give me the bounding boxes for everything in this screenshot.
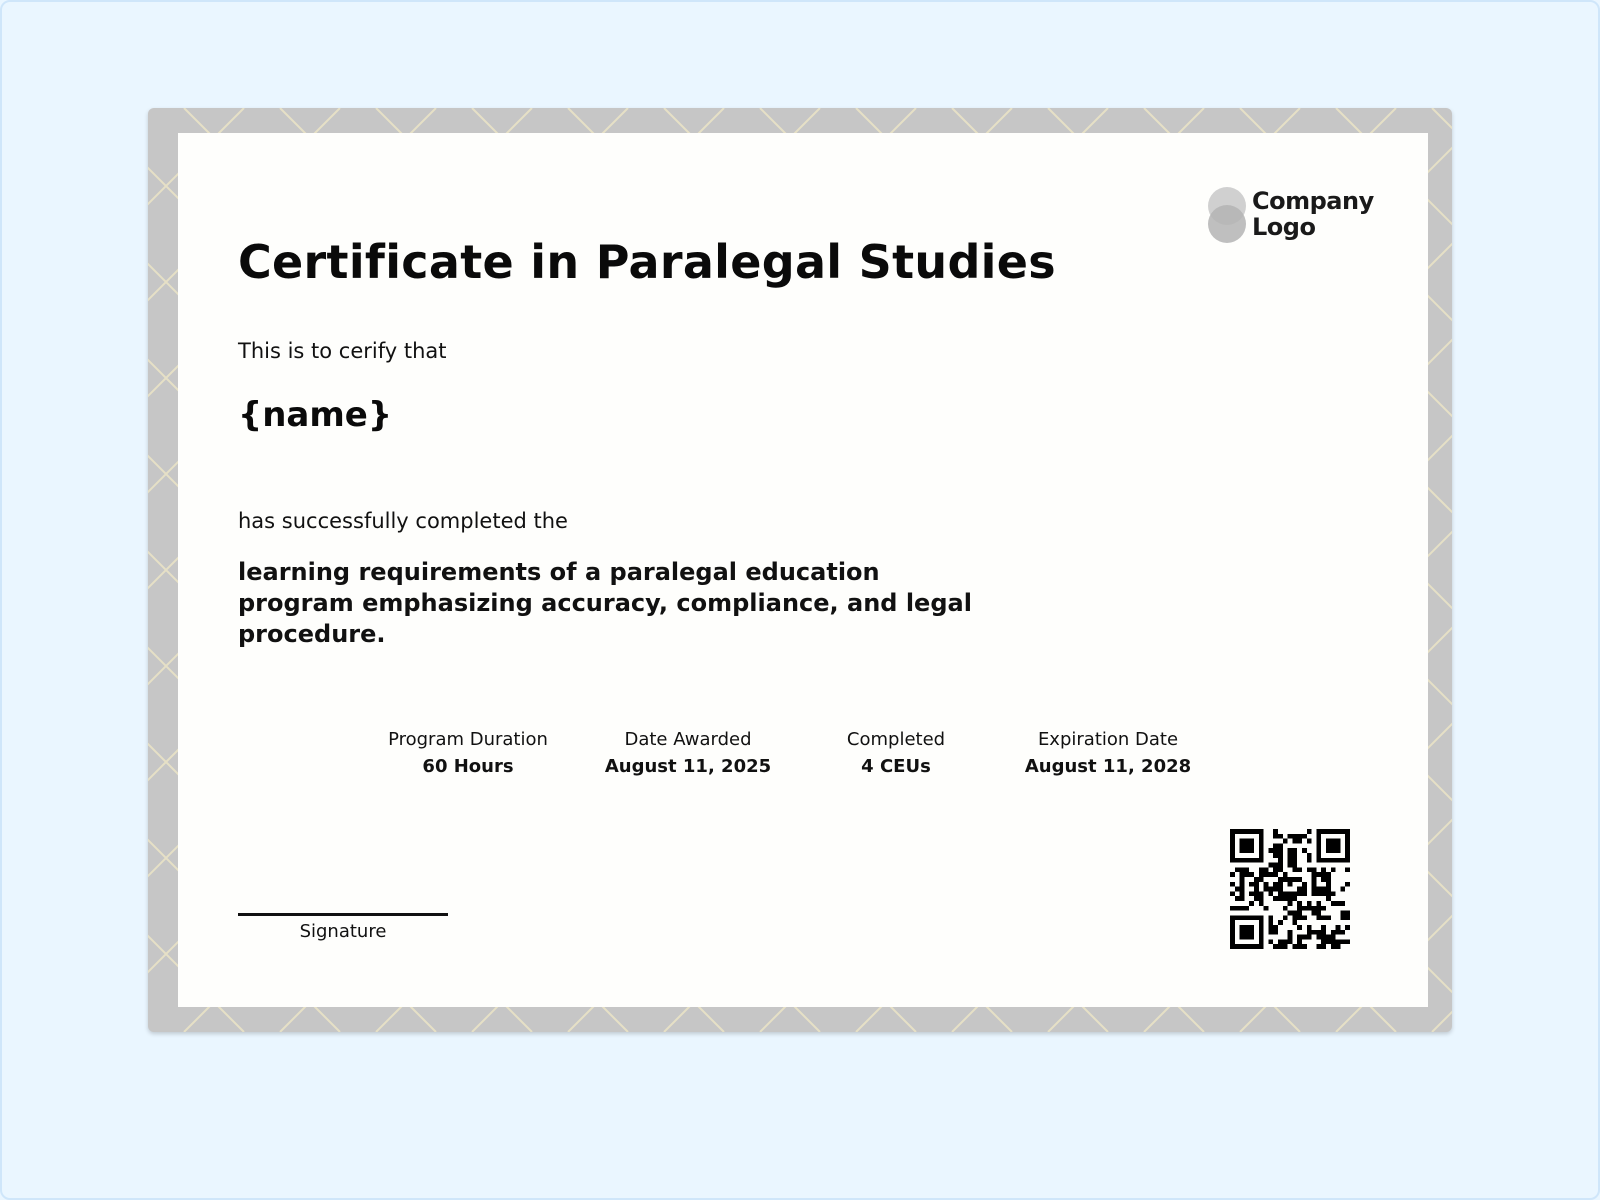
logo-line-1: Company (1252, 187, 1374, 215)
intro-text: This is to cerify that (238, 339, 447, 363)
detail-label: Completed (846, 729, 946, 750)
signature-block (238, 913, 448, 942)
completion-text: has successfully completed the (238, 509, 568, 533)
detail-value: 60 Hours (422, 756, 514, 777)
logo-circle-icon (1208, 205, 1246, 243)
detail-label: Expiration Date (1037, 729, 1179, 750)
company-logo (1208, 185, 1378, 249)
detail-program-duration (368, 729, 568, 777)
detail-label: Program Duration (388, 729, 548, 750)
logo-line-2: Logo (1252, 213, 1316, 241)
logo-text (1252, 188, 1374, 240)
detail-date-awarded (588, 729, 788, 777)
certificate-paper (178, 133, 1428, 1007)
certificate (148, 108, 1452, 1032)
detail-value: August 11, 2025 (604, 756, 772, 777)
detail-value: 4 CEUs (861, 756, 931, 777)
program-description: learning requirements of a paralegal education program emphasizing accuracy, compliance, and legal procedure. (238, 558, 972, 648)
certificate-title: Certificate in Paralegal Studies (238, 235, 1056, 289)
detail-expiration-date (1008, 729, 1208, 777)
qr-code-icon (1230, 829, 1350, 949)
detail-value: August 11, 2028 (1024, 756, 1192, 777)
certificate-details (368, 729, 1198, 789)
signature-line (238, 913, 448, 916)
signature-label: Signature (299, 921, 387, 942)
detail-label: Date Awarded (624, 729, 752, 750)
recipient-name: {name} (238, 395, 393, 435)
detail-completed (796, 729, 996, 777)
